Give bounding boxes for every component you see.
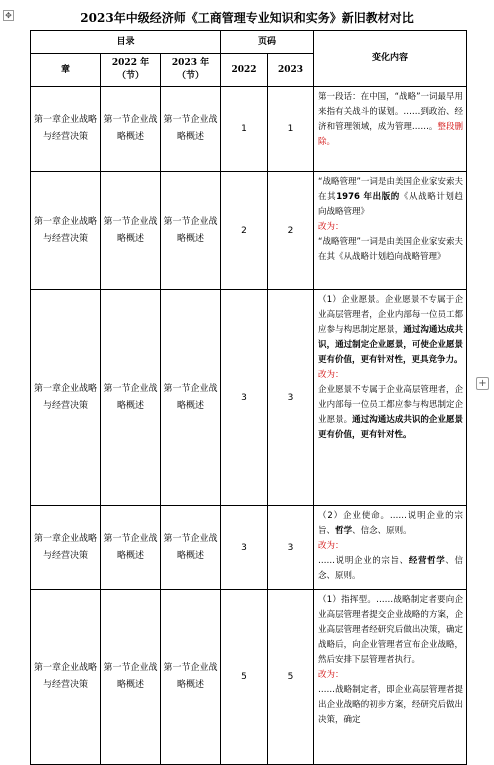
change-text: （2）企业使命。……说明企业的宗旨、: [318, 511, 464, 536]
change-bold-text: 通过沟通达成共识的企业愿景更有价值，更有针对性。: [318, 415, 464, 440]
change-bold-text: 1976 年出版的: [336, 192, 400, 202]
table-row: [31, 590, 467, 765]
page-2023-cell: 3: [268, 290, 314, 506]
change-bold-text: 通过沟通达成共识，通过制定企业愿景，可使企业愿景更有价值，更有针对性，更具竞争力。: [318, 325, 464, 365]
page-2023-cell: 3: [268, 506, 314, 590]
change-text: （1）指挥型。……战略制定者要向企业高层管理者提交企业战略的方案，企业高层管理者经研究后做出决策，确定战略后，向企业管理者宣布企业战略，然后安排下层管理者执行。: [318, 595, 464, 665]
comparison-table: [30, 30, 467, 765]
table-move-handle-icon[interactable]: ✥: [3, 10, 14, 21]
section-2022-cell: 第一节企业战略概述: [101, 506, 161, 590]
table-row: [31, 506, 467, 590]
section-2022-cell: 第一节企业战略概述: [101, 290, 161, 506]
header-chapter: 章: [31, 54, 101, 87]
table-row: [31, 87, 467, 172]
section-2023-cell: 第一节企业战略概述: [161, 590, 221, 765]
change-bold-text: 经营哲学: [408, 556, 446, 566]
page-title: 2023年中级经济师《工商管理专业知识和实务》新旧教材对比: [80, 11, 414, 25]
change-cell: [314, 506, 467, 590]
chapter-cell: 第一章企业战略与经营决策: [31, 87, 101, 172]
header-change: 变化内容: [314, 31, 467, 87]
change-cell: [314, 172, 467, 290]
header-page-2022: 2022: [221, 54, 268, 87]
page-2022-cell: 5: [221, 590, 268, 765]
section-2023-cell: 第一节企业战略概述: [161, 87, 221, 172]
change-cell: [314, 290, 467, 506]
change-text: 、信念、原则。: [318, 556, 464, 581]
header-catalog: 目录: [31, 31, 221, 54]
change-cell: [314, 590, 467, 765]
page-2022-cell: 3: [221, 290, 268, 506]
change-text: ……战略制定者，即企业高层管理者提出企业战略的初步方案，经研究后做出决策，确定: [318, 685, 464, 725]
change-to-label: 改为：: [318, 541, 344, 551]
chapter-cell: 第一章企业战略与经营决策: [31, 590, 101, 765]
add-column-plus-icon[interactable]: +: [476, 377, 489, 390]
page-2023-cell: 2: [268, 172, 314, 290]
header-section-2023: 2023 年（节）: [161, 54, 221, 87]
section-2023-cell: 第一节企业战略概述: [161, 290, 221, 506]
chapter-cell: 第一章企业战略与经营决策: [31, 172, 101, 290]
change-to-label: 改为：: [318, 670, 344, 680]
change-bold-text: 哲学: [335, 526, 353, 536]
page-2022-cell: 2: [221, 172, 268, 290]
section-2023-cell: 第一节企业战略概述: [161, 506, 221, 590]
section-2022-cell: 第一节企业战略概述: [101, 172, 161, 290]
table-row: [31, 290, 467, 506]
table-row: [31, 172, 467, 290]
page-2022-cell: 1: [221, 87, 268, 172]
change-text: 第一段话：在中国，“战略”一词最早用来指有关战斗的谋划。……到政治、经济和管理领域，成为管理……。: [318, 92, 464, 132]
change-to-label: 改为：: [318, 370, 344, 380]
header-section-2022: 2022 年（节）: [101, 54, 161, 87]
section-2023-cell: 第一节企业战略概述: [161, 172, 221, 290]
page-2022-cell: 3: [221, 506, 268, 590]
change-to-label: 改为：: [318, 222, 344, 232]
section-2022-cell: 第一节企业战略概述: [101, 87, 161, 172]
change-cell: [314, 87, 467, 172]
chapter-cell: 第一章企业战略与经营决策: [31, 290, 101, 506]
change-text: 企业愿景不专属于企业高层管理者，企业内部每一位员工都应参与构思制定企业愿景。: [318, 385, 464, 425]
change-text: “战略管理”一词是由美国企业家安索夫在其: [318, 177, 464, 202]
change-text: （1）企业愿景。企业愿景不专属于企业高层管理者，企业内部每一位员工都应参与构思制定愿景，: [318, 295, 464, 335]
chapter-cell: 第一章企业战略与经营决策: [31, 506, 101, 590]
header-pages: 页码: [221, 31, 314, 54]
change-text: ……说明企业的宗旨、: [318, 556, 409, 566]
change-note: 整段删除。: [318, 122, 464, 147]
section-2022-cell: 第一节企业战略概述: [101, 590, 161, 765]
header-page-2023: 2023: [268, 54, 314, 87]
change-text: 《从战略计划趋向战略管理》: [318, 192, 464, 217]
change-text: 、信念、原则。: [352, 526, 412, 536]
page-2023-cell: 1: [268, 87, 314, 172]
page-2023-cell: 5: [268, 590, 314, 765]
change-text: “战略管理”一词是由美国企业家安索夫在其《从战略计划趋向战略管理》: [318, 237, 464, 262]
